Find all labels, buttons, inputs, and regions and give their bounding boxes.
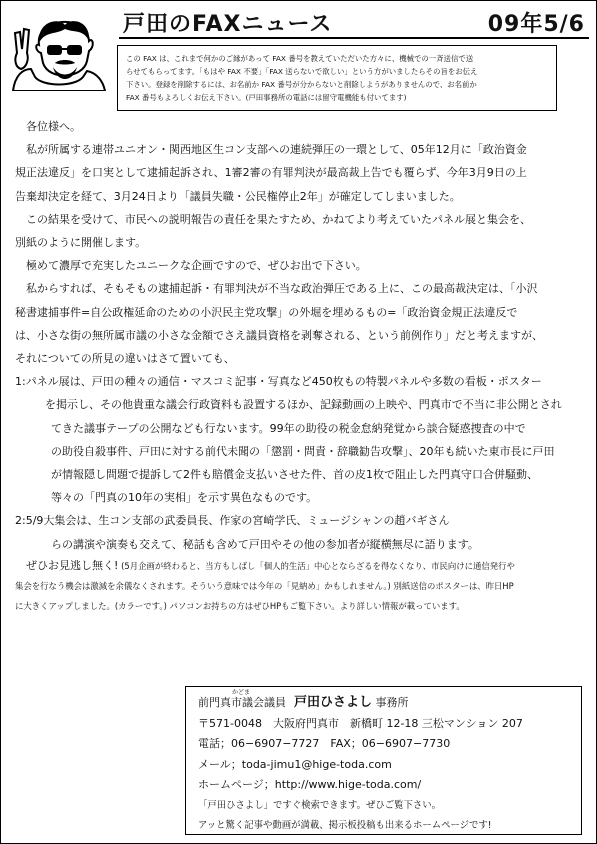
greeting: 各位様へ。 [26, 120, 81, 133]
office-address: 〒571-0048 大阪府門真市 新橋町 12-18 三松マンション 207 [198, 716, 523, 730]
paragraph-line: を掲示し、その他貴重な議会行政資料も設置するほか、記録動画の上映や、門真市で不当に非公開とされ [45, 398, 562, 412]
closing-line: に大きくアップしました。(カラーです。) パソコンお持ちの方はぜひHPもご覧下さい。より詳しい情報が載っています。 [15, 600, 465, 611]
paragraph-line: が情報隠し問題で提訴して2件も賠償金支払いさせた件、首の皮1枚で阻止した門真守口合併騒動、 [51, 468, 538, 482]
paragraph-line: てきた議事テープの公開なども行ないます。99年の助役の税金怠納発覚から談合疑惑捜査の中で [51, 421, 526, 435]
office-role: 前門真市議会議員 [198, 696, 286, 709]
letter-body [15, 115, 585, 616]
office-homepage: ホームページ；http://www.hige-toda.com/ [198, 778, 422, 791]
closing-text: (5月企画が終わると、当方もしばし「個人的生活」中心とならざるを得なくなり、市民向けに通信発行や [121, 560, 515, 571]
closing-line [15, 556, 585, 576]
item-first-line: 5/9大集会は、生コン支部の武委員長、作家の宮崎学氏、ミュージシャンの趙バギさん [25, 514, 450, 528]
office-phone-fax: 電話；06−6907−7727 FAX；06−6907−7730 [198, 737, 451, 750]
list-item-panel-exhibition [15, 370, 585, 393]
notice-line: この FAX は、これまで何かのご縁があって FAX 番号を教えていただいた方々に、機械での一斉送信で送 [126, 54, 474, 63]
newsletter-title [119, 7, 589, 39]
paragraph-line: の助役自殺事件、戸田に対する前代未聞の「懲罰・問責・辞職勧告攻撃」、20年も続いた東市長に戸田 [51, 444, 555, 458]
paragraph-line: この結果を受けて、市民への説明報告の責任を果たすため、かねてより考えていたパネル展と集会を、 [26, 212, 532, 226]
item-number: 2: [15, 514, 26, 528]
paragraph-line: 私からすれば、そもそもの逮捕起訴・有罪判決が不当な政治弾圧である上に、この最高裁決定は、「小沢 [26, 282, 538, 296]
paragraph-line: 別紙のように開催します。 [15, 236, 147, 250]
author-caricature-icon [9, 7, 109, 91]
paragraph-line: は、小さな街の無所属市議の小さな金額でさえ議員資格を剥奪される、という前例作り」だと考えますが、 [15, 328, 543, 342]
paragraph-line: それについての所見の違いはさて置いても、 [15, 352, 235, 366]
paragraph-line: 規正法違反」を口実として逮捕起訴され、1審2審の有罪判決が最高裁上告でも覆らず、今年3月9日の上 [15, 166, 527, 180]
homepage-tagline: アッと驚く記事や動画が満載、掲示板投稿も出来るホームページです! [198, 820, 492, 831]
paragraph-line: らの講演や演奏も交えて、秘話も含めて戸田やその他の参加者が縦横無尽に語ります。 [51, 537, 479, 551]
paragraph-line: 告棄却決定を経て、3月24日より「議員失職・公民権停止2年」が確定してしまいました。 [15, 189, 461, 203]
name-reading-ruby: かどま [232, 689, 251, 696]
search-note: 「戸田ひさよし」ですぐ検索できます。ぜひご覧下さい。 [198, 799, 442, 811]
office-heading [198, 693, 571, 714]
office-email: メール；toda-jimu1@hige-toda.com [198, 757, 392, 771]
office-contact-box [185, 686, 582, 835]
title-text: 戸田のFAXニュース [123, 11, 333, 37]
paragraph-line: 私が所属する連帯ユニオン・関西地区生コン支部への連続弾圧の一環として、05年12月に「政治資金 [26, 143, 527, 157]
item-first-line: パネル展は、戸田の種々の通信・マスコミ記事・写真など450枚もの特製パネルや多数の看板・ポスター [25, 375, 542, 389]
office-name: 戸田ひさよし [294, 695, 373, 710]
paragraph-line: 極めて濃厚で充実したユニークな企画ですので、ぜひお出で下さい。 [26, 259, 367, 273]
paragraph-line: 秘書逮捕事件=自公政権延命のための小沢民主党攻撃」の外堀を埋めるもの=「政治資金規正法違反で [15, 305, 518, 319]
notice-line: FAX 番号もよろしくお伝え下さい。(戸田事務所の電話には留守電機能も付いてます) [126, 93, 407, 102]
list-item-rally [15, 509, 585, 532]
fax-notice-box [117, 45, 557, 111]
paragraph-line: 等々の「門真の10年の実相」を示す異色なものです。 [51, 491, 318, 505]
notice-line: 下さい。登録を削除するには、お名前か FAX 番号が分からないと削除しようがありませんので、お名前か [126, 80, 477, 89]
issue-date: 09年5/6 [487, 11, 585, 37]
closing-lead: ぜひお見逃し無く! [26, 558, 119, 572]
item-number: 1: [15, 375, 26, 389]
closing-line: 集会を行なう機会は激減を余儀なくされます。そういう意味では今年の「見納め」かもしれません。) 別紙送信のポスターは、昨日HP [15, 580, 514, 591]
notice-line: らせてもらってます。「もはや FAX 不要」「FAX 送らないで欲しい」という方がいましたらその旨をお伝え [126, 67, 478, 76]
office-label: 事務所 [375, 696, 409, 709]
